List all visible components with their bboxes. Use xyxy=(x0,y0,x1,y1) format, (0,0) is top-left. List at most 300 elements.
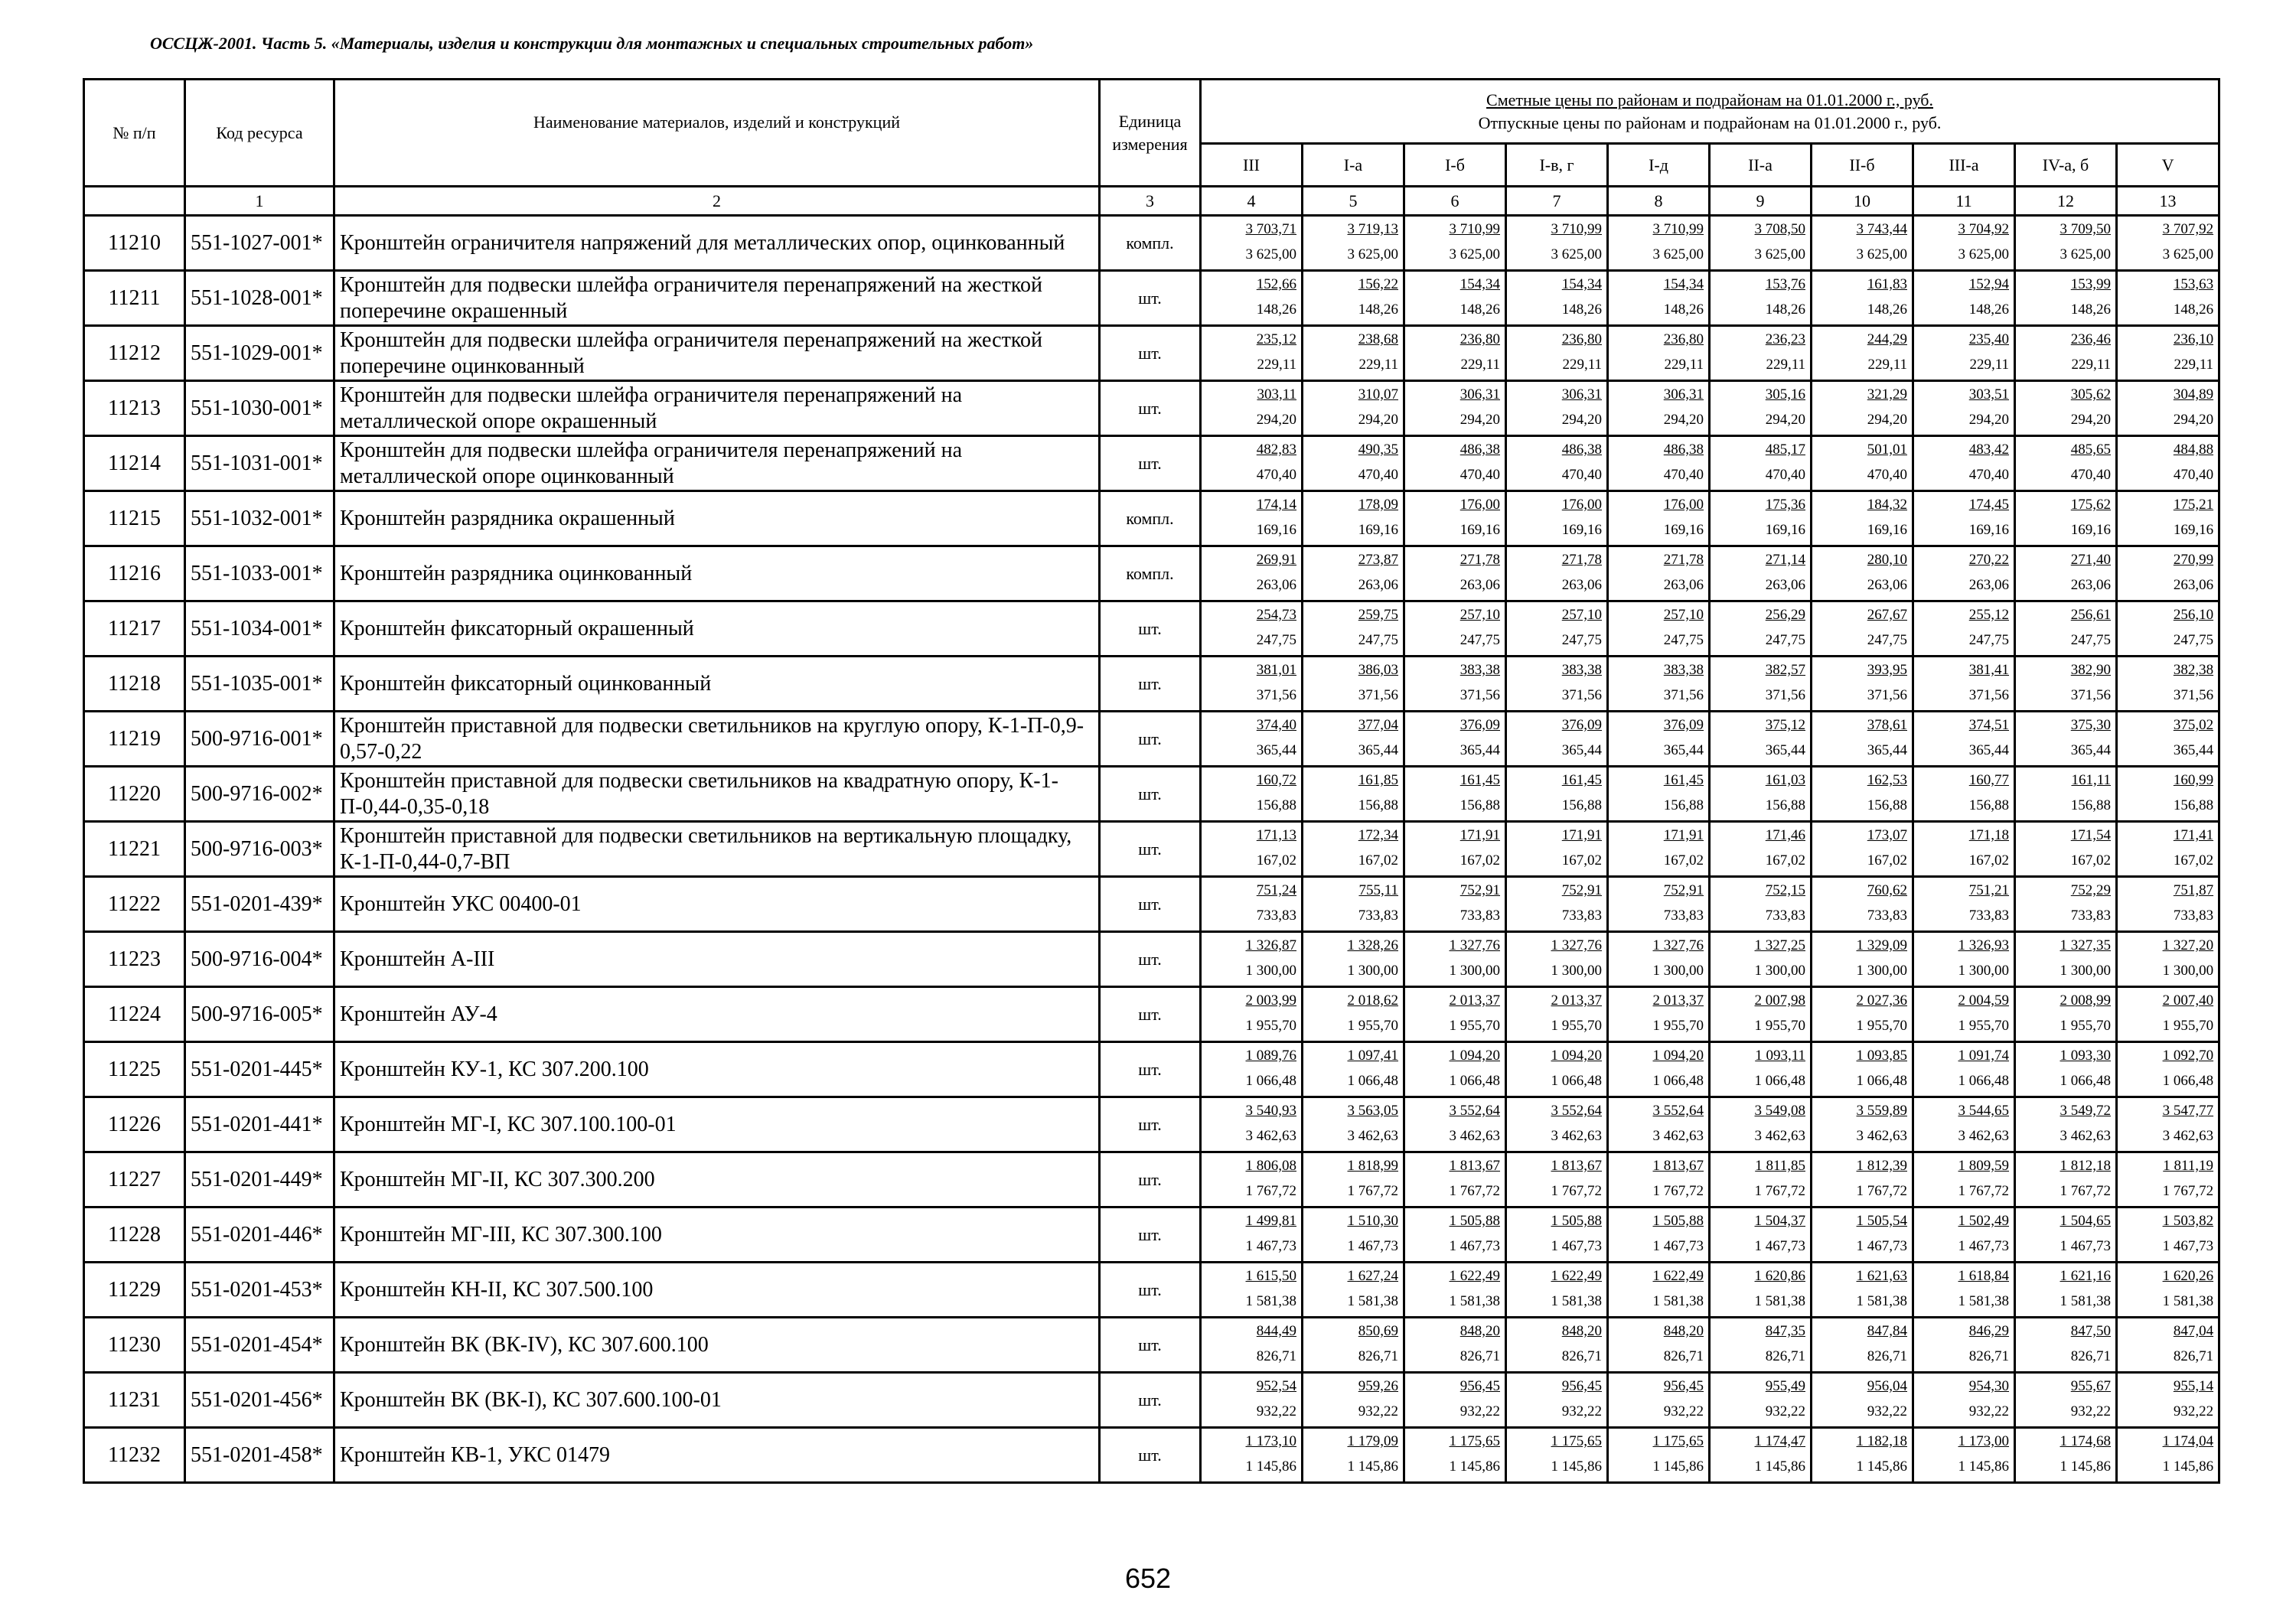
estimate-price: 2 018,62 xyxy=(1347,992,1398,1009)
column-number: 2 xyxy=(334,187,1100,216)
price-cell xyxy=(1303,767,1404,822)
price-cell xyxy=(1201,601,1303,657)
price-cell xyxy=(1608,767,1710,822)
price-cell xyxy=(1812,1097,1913,1152)
release-price: 3 625,00 xyxy=(1856,246,1907,262)
release-price: 156,88 xyxy=(2070,797,2111,813)
material-name: Кронштейн А-III xyxy=(334,932,1100,987)
release-price: 1 767,72 xyxy=(1856,1183,1907,1199)
price-cell xyxy=(2117,1263,2219,1318)
release-price: 148,26 xyxy=(1561,301,1602,318)
estimate-price: 1 503,82 xyxy=(2162,1213,2214,1229)
estimate-price: 1 504,37 xyxy=(1754,1213,1805,1229)
estimate-price: 321,29 xyxy=(1867,386,1907,402)
price-cell xyxy=(2015,216,2117,271)
price-cell xyxy=(1201,216,1303,271)
release-price: 1 145,86 xyxy=(1245,1458,1296,1475)
release-price: 1 300,00 xyxy=(1551,963,1602,979)
release-price: 1 955,70 xyxy=(1754,1018,1805,1034)
release-price: 169,16 xyxy=(1256,522,1296,538)
price-cell xyxy=(2117,1042,2219,1097)
release-price: 1 066,48 xyxy=(1551,1073,1602,1089)
release-price: 156,88 xyxy=(1459,797,1500,813)
row-number: 11218 xyxy=(84,657,185,712)
release-price: 156,88 xyxy=(2173,797,2214,813)
release-price: 247,75 xyxy=(1459,632,1500,648)
price-cell xyxy=(1303,381,1404,436)
price-cell xyxy=(1710,436,1812,491)
region-header: V xyxy=(2117,144,2219,187)
unit-of-measure: шт. xyxy=(1100,1318,1201,1373)
release-price: 470,40 xyxy=(2070,467,2111,483)
release-price: 169,16 xyxy=(1358,522,1398,538)
price-cell xyxy=(1506,1152,1608,1207)
release-price: 3 462,63 xyxy=(2060,1128,2111,1144)
estimate-price: 236,46 xyxy=(2070,331,2111,347)
release-price: 1 955,70 xyxy=(1958,1018,2009,1034)
estimate-price: 376,09 xyxy=(1561,717,1602,733)
release-price: 1 300,00 xyxy=(1856,963,1907,979)
release-price: 470,40 xyxy=(1358,467,1398,483)
unit-of-measure: шт. xyxy=(1100,1097,1201,1152)
estimate-price: 2 013,37 xyxy=(1551,992,1602,1009)
table-row xyxy=(84,657,2219,712)
region-header: II-б xyxy=(1812,144,1913,187)
price-cell xyxy=(2015,932,2117,987)
release-price: 365,44 xyxy=(1867,742,1907,758)
table-row xyxy=(84,601,2219,657)
price-cell xyxy=(1404,877,1506,932)
price-cell xyxy=(1710,877,1812,932)
release-price: 1 145,86 xyxy=(2162,1458,2214,1475)
price-cell xyxy=(1303,436,1404,491)
release-price: 263,06 xyxy=(1561,577,1602,593)
estimate-price: 1 179,09 xyxy=(1347,1433,1398,1449)
price-cell xyxy=(2015,1097,2117,1152)
row-number: 11222 xyxy=(84,877,185,932)
release-price: 3 625,00 xyxy=(1958,246,2009,262)
estimate-price: 236,23 xyxy=(1765,331,1805,347)
resource-code: 551-0201-454* xyxy=(185,1318,334,1373)
estimate-price: 1 173,00 xyxy=(1958,1433,2009,1449)
price-cell xyxy=(2117,1207,2219,1263)
price-cell xyxy=(2117,932,2219,987)
price-cell xyxy=(1710,381,1812,436)
release-price: 1 581,38 xyxy=(1856,1293,1907,1309)
material-name: Кронштейн для подвески шлейфа ограничителя перенапряжений на жесткой поперечине оцинкованный xyxy=(334,326,1100,381)
estimate-price: 486,38 xyxy=(1663,442,1704,458)
estimate-price: 280,10 xyxy=(1867,552,1907,568)
price-cell xyxy=(1201,546,1303,601)
estimate-price: 160,77 xyxy=(1968,772,2009,788)
price-cell xyxy=(2015,1428,2117,1483)
resource-code: 500-9716-004* xyxy=(185,932,334,987)
release-price: 365,44 xyxy=(1358,742,1398,758)
release-price: 1 300,00 xyxy=(1245,963,1296,979)
price-cell xyxy=(2015,601,2117,657)
estimate-price: 2 003,99 xyxy=(1245,992,1296,1009)
release-price: 167,02 xyxy=(1459,852,1500,869)
price-cell xyxy=(1812,1152,1913,1207)
row-number: 11220 xyxy=(84,767,185,822)
release-price: 3 625,00 xyxy=(1347,246,1398,262)
price-cell xyxy=(1812,1263,1913,1318)
column-number: 8 xyxy=(1608,187,1710,216)
estimate-price: 154,34 xyxy=(1459,276,1500,292)
price-cell xyxy=(1913,1207,2015,1263)
price-cell xyxy=(1710,1152,1812,1207)
price-cell xyxy=(1608,932,1710,987)
release-price: 1 955,70 xyxy=(1652,1018,1704,1034)
release-price: 1 145,86 xyxy=(1449,1458,1500,1475)
unit-of-measure: шт. xyxy=(1100,932,1201,987)
estimate-price: 1 813,67 xyxy=(1449,1158,1500,1174)
estimate-price: 306,31 xyxy=(1663,386,1704,402)
estimate-price: 305,62 xyxy=(2070,386,2111,402)
resource-code: 551-1033-001* xyxy=(185,546,334,601)
material-name: Кронштейн приставной для подвески светильников на квадратную опору, К-1-П-0,44-0,35-0,18 xyxy=(334,767,1100,822)
estimate-price: 174,14 xyxy=(1256,497,1296,513)
resource-code: 500-9716-005* xyxy=(185,987,334,1042)
unit-of-measure: компл. xyxy=(1100,216,1201,271)
estimate-price: 160,99 xyxy=(2173,772,2214,788)
estimate-price: 760,62 xyxy=(1867,882,1907,898)
release-price: 371,56 xyxy=(1968,687,2009,703)
estimate-price: 161,11 xyxy=(2071,772,2111,788)
price-cell xyxy=(1913,1042,2015,1097)
price-cell xyxy=(1812,491,1913,546)
price-cell xyxy=(2117,822,2219,877)
release-price: 169,16 xyxy=(1765,522,1805,538)
price-cell xyxy=(1913,271,2015,326)
release-price: 1 955,70 xyxy=(2162,1018,2214,1034)
release-price: 1 581,38 xyxy=(1652,1293,1704,1309)
estimate-price: 1 813,67 xyxy=(1652,1158,1704,1174)
price-cell xyxy=(1201,271,1303,326)
estimate-price: 956,45 xyxy=(1663,1378,1704,1394)
price-cell xyxy=(1303,657,1404,712)
page-number: 652 xyxy=(1124,1563,1172,1594)
release-price: 1 581,38 xyxy=(1347,1293,1398,1309)
estimate-price: 171,91 xyxy=(1459,827,1500,843)
estimate-price: 1 173,10 xyxy=(1245,1433,1296,1449)
release-price: 932,22 xyxy=(2070,1403,2111,1419)
price-cell xyxy=(1303,932,1404,987)
price-cell xyxy=(1812,877,1913,932)
estimate-price: 303,51 xyxy=(1968,386,2009,402)
estimate-price: 1 811,85 xyxy=(1755,1158,1805,1174)
price-cell xyxy=(1201,381,1303,436)
release-price: 229,11 xyxy=(1562,357,1602,373)
release-price: 148,26 xyxy=(1968,301,2009,318)
resource-code: 551-1031-001* xyxy=(185,436,334,491)
estimate-price: 1 806,08 xyxy=(1245,1158,1296,1174)
estimate-price: 752,91 xyxy=(1561,882,1602,898)
release-price: 1 467,73 xyxy=(1754,1238,1805,1254)
release-price: 3 625,00 xyxy=(2162,246,2214,262)
release-price: 229,11 xyxy=(1867,357,1907,373)
price-cell xyxy=(1201,1152,1303,1207)
release-price: 247,75 xyxy=(1867,632,1907,648)
resource-code: 551-1027-001* xyxy=(185,216,334,271)
price-cell xyxy=(1201,877,1303,932)
price-cell xyxy=(1201,491,1303,546)
estimate-price: 152,94 xyxy=(1968,276,2009,292)
release-price: 826,71 xyxy=(1968,1348,2009,1364)
estimate-price: 956,45 xyxy=(1561,1378,1602,1394)
release-price: 733,83 xyxy=(1358,908,1398,924)
estimate-price: 1 327,20 xyxy=(2162,937,2214,953)
release-price: 229,11 xyxy=(1664,357,1704,373)
release-price: 470,40 xyxy=(1561,467,1602,483)
release-price: 169,16 xyxy=(1867,522,1907,538)
price-cell xyxy=(1404,712,1506,767)
estimate-price: 171,54 xyxy=(2070,827,2111,843)
release-price: 932,22 xyxy=(1459,1403,1500,1419)
estimate-price: 162,53 xyxy=(1867,772,1907,788)
release-price: 371,56 xyxy=(1765,687,1805,703)
estimate-price: 271,14 xyxy=(1765,552,1805,568)
estimate-price: 238,68 xyxy=(1358,331,1398,347)
release-price: 167,02 xyxy=(1358,852,1398,869)
estimate-price: 1 094,20 xyxy=(1449,1048,1500,1064)
price-cell xyxy=(1506,491,1608,546)
release-price: 3 462,63 xyxy=(1856,1128,1907,1144)
estimate-price: 1 327,76 xyxy=(1551,937,1602,953)
release-price: 3 625,00 xyxy=(1652,246,1704,262)
price-cell xyxy=(1812,987,1913,1042)
estimate-price: 171,91 xyxy=(1561,827,1602,843)
price-cell xyxy=(1404,767,1506,822)
release-price: 1 066,48 xyxy=(2060,1073,2111,1089)
estimate-price: 2 013,37 xyxy=(1449,992,1500,1009)
estimate-price: 271,78 xyxy=(1459,552,1500,568)
material-name: Кронштейн ВК (ВК-IV), КС 307.600.100 xyxy=(334,1318,1100,1373)
release-price: 733,83 xyxy=(1765,908,1805,924)
estimate-price: 3 708,50 xyxy=(1754,221,1805,237)
price-cell xyxy=(1710,822,1812,877)
price-cell xyxy=(1608,712,1710,767)
price-cell xyxy=(1303,271,1404,326)
estimate-price: 161,83 xyxy=(1867,276,1907,292)
price-cell xyxy=(1404,271,1506,326)
release-price: 1 300,00 xyxy=(1754,963,1805,979)
estimate-price: 955,49 xyxy=(1765,1378,1805,1394)
column-number: 4 xyxy=(1201,187,1303,216)
release-price: 247,75 xyxy=(1358,632,1398,648)
material-name: Кронштейн МГ-III, КС 307.300.100 xyxy=(334,1207,1100,1263)
material-name: Кронштейн МГ-II, КС 307.300.200 xyxy=(334,1152,1100,1207)
row-number: 11212 xyxy=(84,326,185,381)
estimate-price: 483,42 xyxy=(1968,442,2009,458)
table-row xyxy=(84,822,2219,877)
price-cell xyxy=(1913,767,2015,822)
release-price: 470,40 xyxy=(1663,467,1704,483)
price-cell xyxy=(2015,491,2117,546)
estimate-price: 752,91 xyxy=(1459,882,1500,898)
release-price: 247,75 xyxy=(1663,632,1704,648)
row-number: 11210 xyxy=(84,216,185,271)
release-price: 1 300,00 xyxy=(1449,963,1500,979)
unit-of-measure: шт. xyxy=(1100,987,1201,1042)
estimate-price: 270,22 xyxy=(1968,552,2009,568)
estimate-price: 273,87 xyxy=(1358,552,1398,568)
price-cell xyxy=(2117,326,2219,381)
column-number: 1 xyxy=(185,187,334,216)
price-cell xyxy=(1608,1097,1710,1152)
release-price: 733,83 xyxy=(2173,908,2214,924)
price-cell xyxy=(1404,546,1506,601)
region-header: I-д xyxy=(1608,144,1710,187)
estimate-price: 955,67 xyxy=(2070,1378,2111,1394)
price-cell xyxy=(1812,436,1913,491)
release-price: 148,26 xyxy=(2070,301,2111,318)
estimate-price: 174,45 xyxy=(1968,497,2009,513)
region-header: IV-а, б xyxy=(2015,144,2117,187)
row-number: 11223 xyxy=(84,932,185,987)
release-price: 167,02 xyxy=(1256,852,1296,869)
table-row xyxy=(84,216,2219,271)
estimate-price: 153,99 xyxy=(2070,276,2111,292)
release-price: 229,11 xyxy=(1257,357,1296,373)
estimate-price: 1 504,65 xyxy=(2060,1213,2111,1229)
estimate-price: 161,45 xyxy=(1561,772,1602,788)
estimate-price: 160,72 xyxy=(1256,772,1296,788)
release-price: 167,02 xyxy=(1765,852,1805,869)
price-cell xyxy=(1913,877,2015,932)
estimate-price: 1 091,74 xyxy=(1958,1048,2009,1064)
price-cell xyxy=(1404,1428,1506,1483)
price-cell xyxy=(1506,712,1608,767)
material-name: Кронштейн КН-II, КС 307.500.100 xyxy=(334,1263,1100,1318)
estimate-price: 161,03 xyxy=(1765,772,1805,788)
price-cell xyxy=(1913,1373,2015,1428)
release-price: 1 066,48 xyxy=(1856,1073,1907,1089)
release-price: 3 625,00 xyxy=(1551,246,1602,262)
price-cell xyxy=(2015,877,2117,932)
estimate-price: 374,40 xyxy=(1256,717,1296,733)
estimate-price: 847,04 xyxy=(2173,1323,2214,1339)
release-price: 932,22 xyxy=(1968,1403,2009,1419)
estimate-price: 1 621,63 xyxy=(1856,1268,1907,1284)
header-prices xyxy=(1201,80,2219,144)
estimate-price: 751,21 xyxy=(1968,882,2009,898)
table-row xyxy=(84,767,2219,822)
release-price: 3 462,63 xyxy=(1754,1128,1805,1144)
price-cell xyxy=(1201,1097,1303,1152)
row-number: 11225 xyxy=(84,1042,185,1097)
price-cell xyxy=(1404,987,1506,1042)
resource-code: 551-0201-439* xyxy=(185,877,334,932)
header-estimate-prices: Сметные цены по районам и подрайонам на 01.01.2000 г., руб. xyxy=(1486,90,1934,109)
estimate-price: 1 093,85 xyxy=(1856,1048,1907,1064)
release-price: 1 467,73 xyxy=(1856,1238,1907,1254)
release-price: 365,44 xyxy=(1663,742,1704,758)
price-cell xyxy=(2015,767,2117,822)
unit-of-measure: шт. xyxy=(1100,601,1201,657)
price-cell xyxy=(1506,1373,1608,1428)
column-number: 11 xyxy=(1913,187,2015,216)
material-name: Кронштейн УКС 00400-01 xyxy=(334,877,1100,932)
release-price: 365,44 xyxy=(1765,742,1805,758)
release-price: 294,20 xyxy=(1358,412,1398,428)
price-cell xyxy=(1506,822,1608,877)
price-cell xyxy=(2015,1318,2117,1373)
price-cell xyxy=(2117,987,2219,1042)
release-price: 169,16 xyxy=(1561,522,1602,538)
release-price: 3 462,63 xyxy=(1652,1128,1704,1144)
estimate-price: 3 549,72 xyxy=(2060,1103,2111,1119)
estimate-price: 257,10 xyxy=(1561,607,1602,623)
release-price: 1 145,86 xyxy=(1652,1458,1704,1475)
resource-code: 551-1028-001* xyxy=(185,271,334,326)
release-price: 1 300,00 xyxy=(2060,963,2111,979)
price-cell xyxy=(1506,216,1608,271)
estimate-price: 2 013,37 xyxy=(1652,992,1704,1009)
release-price: 148,26 xyxy=(2173,301,2214,318)
estimate-price: 1 812,18 xyxy=(2060,1158,2111,1174)
release-price: 156,88 xyxy=(1663,797,1704,813)
resource-code: 551-1032-001* xyxy=(185,491,334,546)
estimate-price: 254,73 xyxy=(1256,607,1296,623)
release-price: 229,11 xyxy=(1766,357,1805,373)
price-cell xyxy=(1303,1152,1404,1207)
price-cell xyxy=(2117,1318,2219,1373)
unit-of-measure: шт. xyxy=(1100,326,1201,381)
release-price: 263,06 xyxy=(2173,577,2214,593)
price-cell xyxy=(2015,1263,2117,1318)
estimate-price: 3 549,08 xyxy=(1754,1103,1805,1119)
release-price: 1 767,72 xyxy=(2060,1183,2111,1199)
estimate-price: 501,01 xyxy=(1867,442,1907,458)
release-price: 156,88 xyxy=(1867,797,1907,813)
estimate-price: 256,10 xyxy=(2173,607,2214,623)
estimate-price: 257,10 xyxy=(1459,607,1500,623)
price-cell xyxy=(1404,1373,1506,1428)
price-cell xyxy=(1812,601,1913,657)
estimate-price: 1 327,76 xyxy=(1652,937,1704,953)
table-row xyxy=(84,987,2219,1042)
estimate-price: 3 709,50 xyxy=(2060,221,2111,237)
unit-of-measure: шт. xyxy=(1100,1152,1201,1207)
price-cell xyxy=(1404,932,1506,987)
unit-of-measure: шт. xyxy=(1100,822,1201,877)
release-price: 932,22 xyxy=(1867,1403,1907,1419)
row-number: 11221 xyxy=(84,822,185,877)
resource-code: 551-1035-001* xyxy=(185,657,334,712)
material-name: Кронштейн разрядника окрашенный xyxy=(334,491,1100,546)
estimate-price: 235,40 xyxy=(1968,331,2009,347)
price-cell xyxy=(1608,381,1710,436)
price-cell xyxy=(1506,271,1608,326)
material-name: Кронштейн КВ-1, УКС 01479 xyxy=(334,1428,1100,1483)
resource-code: 551-1029-001* xyxy=(185,326,334,381)
release-price: 1 767,72 xyxy=(1754,1183,1805,1199)
release-price: 1 581,38 xyxy=(2162,1293,2214,1309)
release-price: 263,06 xyxy=(1867,577,1907,593)
price-cell xyxy=(1812,767,1913,822)
release-price: 156,88 xyxy=(1765,797,1805,813)
price-cell xyxy=(1201,932,1303,987)
release-price: 470,40 xyxy=(2173,467,2214,483)
release-price: 932,22 xyxy=(1765,1403,1805,1419)
price-cell xyxy=(1201,1042,1303,1097)
release-price: 1 955,70 xyxy=(2060,1018,2111,1034)
price-cell xyxy=(1303,326,1404,381)
estimate-price: 848,20 xyxy=(1663,1323,1704,1339)
row-number: 11211 xyxy=(84,271,185,326)
estimate-price: 374,51 xyxy=(1968,717,2009,733)
